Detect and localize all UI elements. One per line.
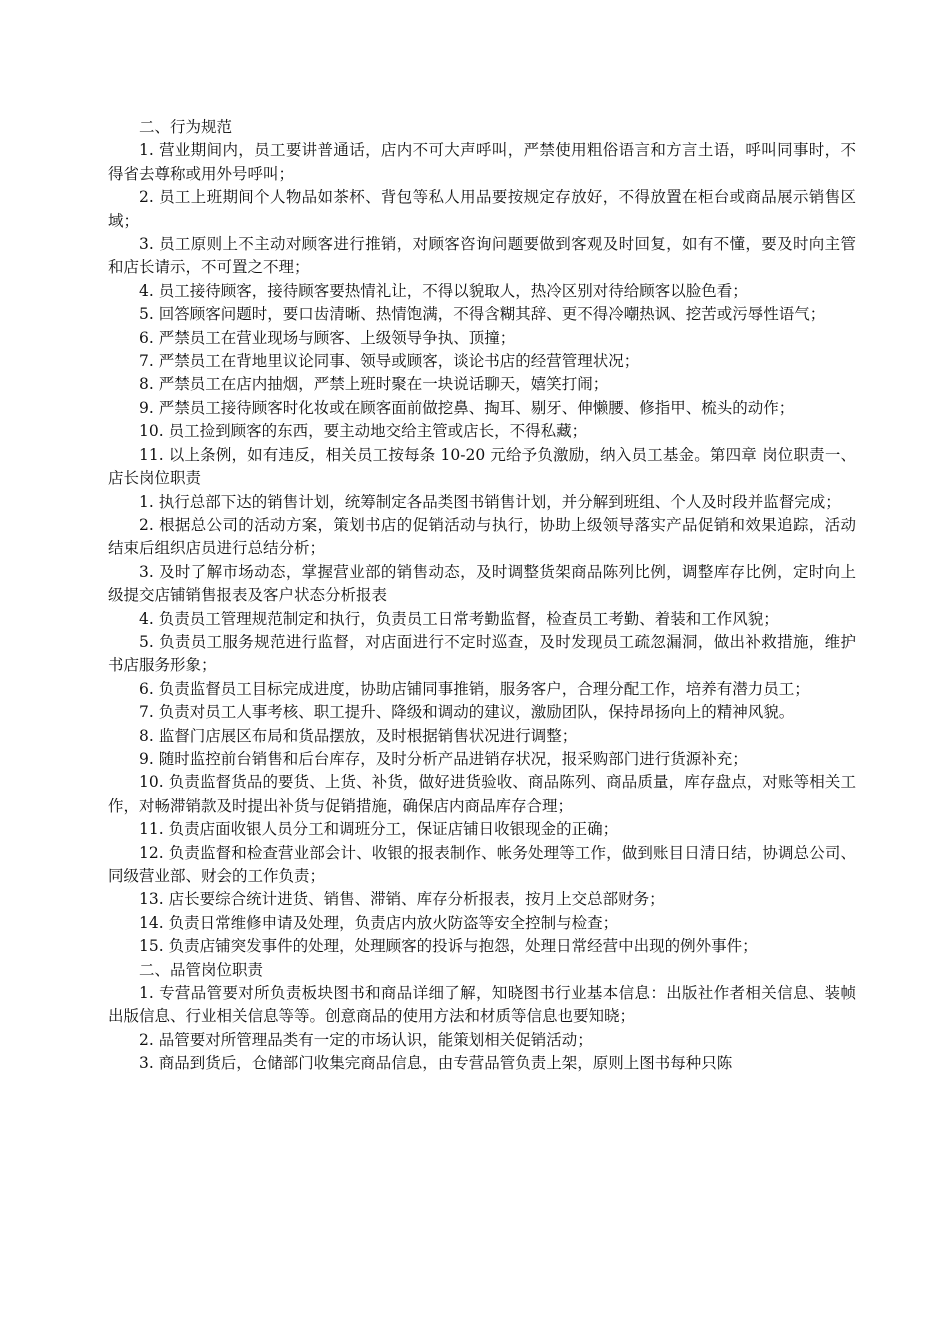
paragraph: 7. 负责对员工人事考核、职工提升、降级和调动的建议，激励团队，保持昂扬向上的精神风貌。 [139, 703, 795, 722]
paragraph: 6. 严禁员工在营业现场与顾客、上级领导争执、顶撞； [139, 328, 516, 347]
paragraph: 12. 负责监督和检查营业部会计、收银的报表制作、帐务处理等工作，做到账目日清日结，协调总公司、同级营业部、财会的工作负责； [108, 843, 856, 885]
section-heading-product-manager-duties: 二、品管岗位职责 [139, 960, 264, 979]
paragraph: 1. 专营品管要对所负责板块图书和商品详细了解，知晓图书行业基本信息：出版社作者相关信息、装帧出版信息、行业相关信息等等。创意商品的使用方法和材质等信息也要知晓； [108, 984, 856, 1026]
paragraph: 4. 员工接待顾客，接待顾客要热情礼让，不得以貌取人，热冷区别对待给顾客以脸色看； [139, 281, 748, 300]
paragraph: 3. 员工原则上不主动对顾客进行推销，对顾客咨询问题要做到客观及时回复，如有不懂，要及时向主管和店长请示，不可置之不理； [108, 235, 856, 277]
paragraph: 2. 员工上班期间个人物品如茶杯、背包等私人用品要按规定存放好，不得放置在柜台或商品展示销售区域； [108, 188, 856, 230]
paragraph: 5. 负责员工服务规范进行监督，对店面进行不定时巡查，及时发现员工疏忽漏洞，做出补救措施，维护书店服务形象； [108, 632, 856, 675]
paragraph: 2. 品管要对所管理品类有一定的市场认识，能策划相关促销活动； [139, 1030, 593, 1049]
paragraph: 9. 随时监控前台销售和后台库存，及时分析产品进销存状况，报采购部门进行货源补充； [139, 749, 748, 768]
paragraph: 15. 负责店铺突发事件的处理，处理顾客的投诉与抱怨，处理日常经营中出现的例外事件； [139, 937, 758, 956]
paragraph: 1. 执行总部下达的销售计划，统筹制定各品类图书销售计划，并分解到班组、个人及时段并监督完成； [139, 492, 841, 511]
paragraph: 9. 严禁员工接待顾客时化妆或在顾客面前做挖鼻、掏耳、剔牙、伸懒腰、修指甲、梳头的动作； [139, 398, 795, 417]
paragraph: 7. 严禁员工在背地里议论同事、领导或顾客，谈论书店的经营管理状况； [139, 352, 640, 371]
paragraph: 3. 及时了解市场动态，掌握营业部的销售动态，及时调整货架商品陈列比例，调整库存比例，定时向上级提交店铺销售报表及客户状态分析报表 [108, 562, 856, 605]
paragraph: 13. 店长要综合统计进货、销售、滞销、库存分析报表，按月上交总部财务； [139, 890, 665, 909]
paragraph: 10. 员工捡到顾客的东西，要主动地交给主管或店长，不得私藏； [139, 422, 588, 441]
paragraph: 10. 负责监督货品的要货、上货、补货，做好进货验收、商品陈列、商品质量，库存盘点，对账等相关工作，对畅滞销款及时提出补货与促销措施，确保店内商品库存合理； [108, 773, 856, 815]
paragraph: 5. 回答顾客问题时，要口齿清晰、热情饱满，不得含糊其辞、更不得冷嘲热讽、挖苦或污辱性语气； [139, 305, 826, 324]
paragraph: 11. 负责店面收银人员分工和调班分工，保证店铺日收银现金的正确； [139, 820, 619, 839]
paragraph: 3. 商品到货后，仓储部门收集完商品信息，由专营品管负责上架，原则上图书每种只陈 [139, 1054, 733, 1073]
paragraph: 2. 根据总公司的活动方案，策划书店的促销活动与执行，协助上级领导落实产品促销和效果追踪，活动结束后组织店员进行总结分析； [108, 515, 856, 558]
paragraph: 8. 严禁员工在店内抽烟，严禁上班时聚在一块说话聊天，嬉笑打闹； [139, 375, 609, 394]
paragraph: 11. 以上条例，如有违反，相关员工按每条 10-20 元给予负激励，纳入员工基金。第四章 岗位职责一、店长岗位职责 [108, 445, 856, 488]
paragraph: 4. 负责员工管理规范制定和执行，负责员工日常考勤监督，检查员工考勤、着装和工作风貌； [139, 609, 779, 628]
section-heading-behavior-norms: 二、行为规范 [139, 118, 233, 136]
paragraph: 1. 营业期间内，员工要讲普通话，店内不可大声呼叫，严禁使用粗俗语言和方言土语，呼叫同事时，不得省去尊称或用外号呼叫； [108, 141, 856, 183]
paragraph: 6. 负责监督员工目标完成进度，协助店铺同事推销，服务客户，合理分配工作，培养有潜力员工； [139, 679, 810, 698]
paragraph: 14. 负责日常维修申请及处理，负责店内放火防盗等安全控制与检查； [139, 913, 619, 932]
paragraph: 8. 监督门店展区布局和货品摆放，及时根据销售状况进行调整； [139, 726, 578, 745]
document-page [108, 116, 856, 1076]
